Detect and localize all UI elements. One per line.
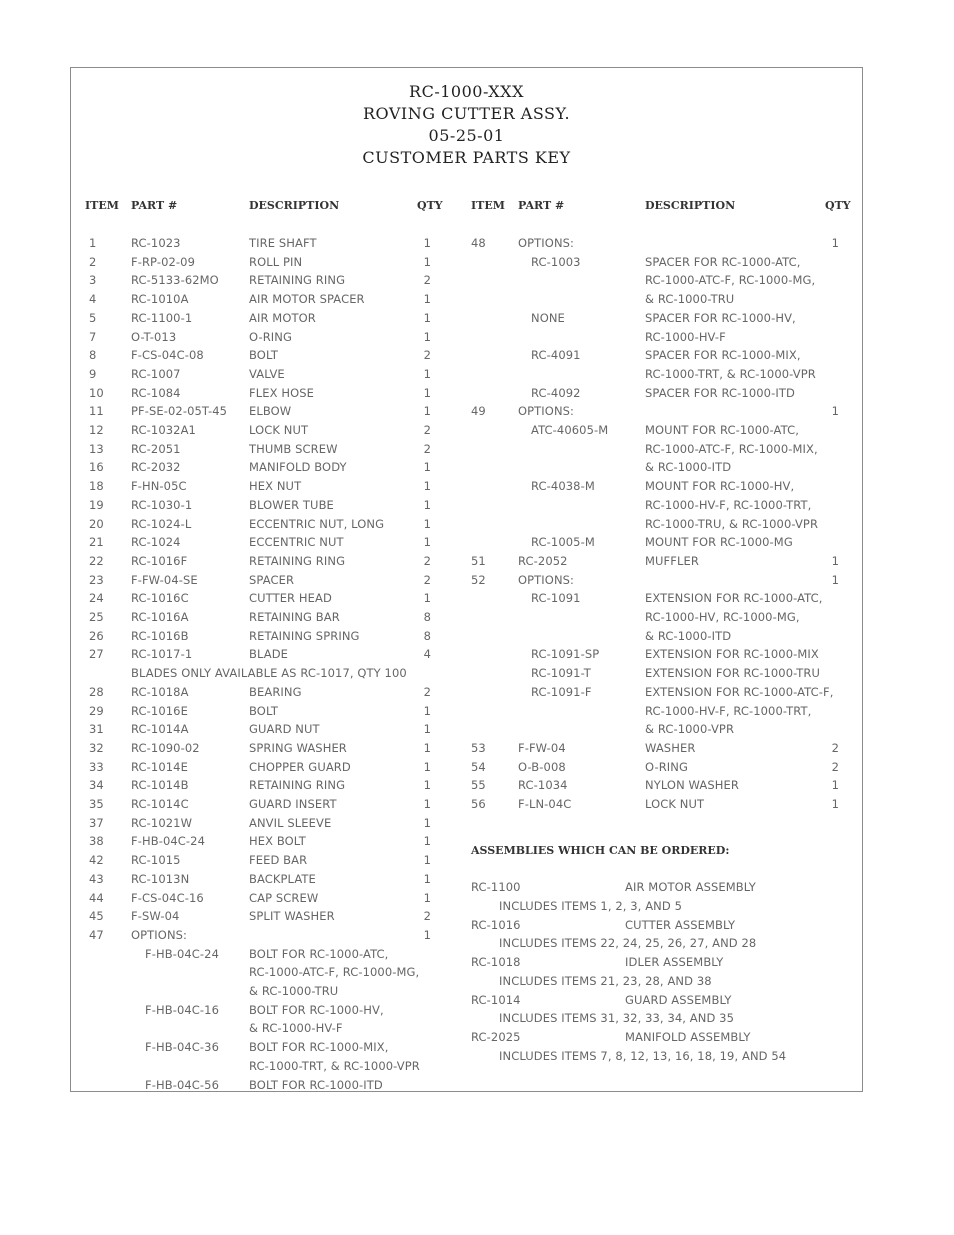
part-qty: 1 xyxy=(831,572,839,587)
part-qty: 1 xyxy=(423,404,431,419)
part-number: OPTIONS: xyxy=(131,927,188,942)
item-number: 45 xyxy=(89,909,104,924)
part-description: MOUNT FOR RC-1000-HV, xyxy=(645,479,795,494)
part-number: RC-1090-02 xyxy=(131,740,200,755)
part-number: RC-1100-1 xyxy=(131,310,193,325)
assembly-part-number: RC-1016 xyxy=(471,917,521,932)
item-number: 54 xyxy=(471,759,486,774)
col-header-item-left: ITEM xyxy=(85,199,119,212)
part-number: RC-1016E xyxy=(131,703,188,718)
part-number: F-HB-04C-36 xyxy=(145,1040,219,1055)
part-description: HEX NUT xyxy=(249,479,302,494)
assembly-includes: INCLUDES ITEMS 21, 23, 28, AND 38 xyxy=(499,973,712,988)
part-qty: 2 xyxy=(423,348,431,363)
part-qty: 1 xyxy=(423,890,431,905)
part-description: RETAINING RING xyxy=(249,553,346,568)
part-number: RC-1084 xyxy=(131,385,181,400)
part-number: RC-4092 xyxy=(531,385,581,400)
part-qty: 2 xyxy=(423,441,431,456)
part-qty: 2 xyxy=(831,740,839,755)
part-number: RC-1005-M xyxy=(531,535,595,550)
part-description: AIR MOTOR SPACER xyxy=(249,292,365,307)
part-description: RETAINING RING xyxy=(249,273,346,288)
part-description: BEARING xyxy=(249,684,302,699)
part-number: RC-1016C xyxy=(131,591,189,606)
item-number: 2 xyxy=(89,254,97,269)
assembly-part-number: RC-1018 xyxy=(471,955,521,969)
item-number: 25 xyxy=(89,610,104,624)
part-qty: 4 xyxy=(423,647,431,662)
part-description: THUMB SCREW xyxy=(249,441,338,456)
col-header-part-left: PART # xyxy=(131,199,178,212)
part-description: BACKPLATE xyxy=(249,871,316,886)
part-description: SPLIT WASHER xyxy=(249,909,335,924)
part-qty: 2 xyxy=(423,909,431,924)
part-description: EXTENSION FOR RC-1000-ATC, xyxy=(645,591,823,606)
item-number: 16 xyxy=(89,460,104,475)
part-qty: 1 xyxy=(423,871,431,886)
item-number: 12 xyxy=(89,423,104,437)
assembly-name: MANIFOLD ASSEMBLY xyxy=(625,1030,751,1044)
item-number: 37 xyxy=(89,815,104,830)
part-qty: 1 xyxy=(423,815,431,830)
row-note: BLADES ONLY AVAILABLE AS RC-1017, QTY 100 xyxy=(131,666,407,681)
col-header-description-left: DESCRIPTION xyxy=(249,199,340,212)
part-number: RC-1024 xyxy=(131,535,181,550)
part-qty: 1 xyxy=(831,778,839,793)
part-qty: 1 xyxy=(423,329,431,344)
item-number: 23 xyxy=(89,572,104,587)
part-number: RC-1016B xyxy=(131,628,189,643)
item-number: 52 xyxy=(471,572,486,587)
part-description: ROLL PIN xyxy=(249,254,303,269)
item-number: 32 xyxy=(89,740,104,755)
item-number: 35 xyxy=(89,797,104,811)
part-number: RC-2052 xyxy=(518,553,568,568)
part-number: RC-1013N xyxy=(131,871,190,886)
item-number: 48 xyxy=(471,236,486,250)
part-qty: 2 xyxy=(423,572,431,587)
part-number: RC-1016A xyxy=(131,610,189,624)
part-description: GUARD INSERT xyxy=(249,797,337,811)
part-qty: 1 xyxy=(423,516,431,531)
part-number: RC-1024-L xyxy=(131,516,192,531)
part-qty: 1 xyxy=(423,236,431,250)
part-number: PF-SE-02-05T-45 xyxy=(131,404,228,419)
part-description: EXTENSION FOR RC-1000-MIX xyxy=(645,647,819,662)
col-header-item-right: ITEM xyxy=(471,199,505,212)
part-qty: 1 xyxy=(423,834,431,849)
part-qty: 1 xyxy=(423,385,431,400)
item-number: 27 xyxy=(89,647,104,662)
part-description: RC-1000-HV, RC-1000-MG, xyxy=(645,610,800,624)
part-description: RC-1000-HV-F, RC-1000-TRT, xyxy=(645,497,812,512)
assembly-name: AIR MOTOR ASSEMBLY xyxy=(625,880,756,894)
part-number: RC-1023 xyxy=(131,236,181,250)
part-qty: 2 xyxy=(423,684,431,699)
part-number: F-CS-04C-08 xyxy=(131,348,204,363)
part-number: OPTIONS: xyxy=(518,572,575,587)
part-qty: 1 xyxy=(831,404,839,419)
part-description: RETAINING BAR xyxy=(249,610,340,624)
item-number: 38 xyxy=(89,834,104,849)
part-number: RC-1003 xyxy=(531,254,581,269)
item-number: 31 xyxy=(89,722,104,737)
part-description: BOLT xyxy=(249,348,278,363)
item-number: 42 xyxy=(89,853,104,868)
part-qty: 1 xyxy=(423,853,431,868)
part-qty: 1 xyxy=(423,310,431,325)
part-description: FLEX HOSE xyxy=(249,385,314,400)
part-number: RC-2032 xyxy=(131,460,181,475)
part-number: F-HB-04C-56 xyxy=(145,1077,219,1092)
part-description: BOLT xyxy=(249,703,278,718)
part-qty: 1 xyxy=(423,497,431,512)
item-number: 13 xyxy=(89,441,104,456)
item-number: 55 xyxy=(471,778,486,793)
part-description: ANVIL SLEEVE xyxy=(249,815,332,830)
part-description: CUTTER HEAD xyxy=(249,591,332,606)
part-number: RC-1018A xyxy=(131,684,189,699)
part-description: RETAINING RING xyxy=(249,778,346,793)
part-description: SPACER xyxy=(249,572,295,587)
part-description: & RC-1000-ITD xyxy=(645,628,732,643)
part-qty: 2 xyxy=(423,273,431,288)
part-description: RC-1000-ATC-F, RC-1000-MG, xyxy=(249,965,420,980)
part-qty: 1 xyxy=(423,722,431,737)
item-number: 21 xyxy=(89,535,104,550)
assembly-part-number: RC-1100 xyxy=(471,880,521,894)
item-number: 8 xyxy=(89,348,97,363)
part-description: & RC-1000-TRU xyxy=(645,292,735,307)
part-description: O-RING xyxy=(645,759,689,774)
part-number: F-HN-05C xyxy=(131,479,187,494)
col-header-qty-left: QTY xyxy=(417,199,443,212)
part-number: RC-1010A xyxy=(131,292,189,307)
doc-title-date: 05-25-01 xyxy=(428,126,505,145)
part-number: F-HB-04C-24 xyxy=(131,834,205,849)
item-number: 28 xyxy=(89,684,104,699)
part-description: RC-1000-HV-F, RC-1000-TRT, xyxy=(645,703,812,718)
part-description: RC-1000-TRT, & RC-1000-VPR xyxy=(645,366,816,381)
part-number: F-HB-04C-16 xyxy=(145,1002,219,1017)
part-qty: 8 xyxy=(423,610,431,624)
part-number: RC-1014A xyxy=(131,722,189,737)
part-qty: 1 xyxy=(423,366,431,381)
part-number: RC-4038-M xyxy=(531,479,595,494)
item-number: 44 xyxy=(89,890,104,905)
part-qty: 1 xyxy=(831,236,839,250)
part-number: F-RP-02-09 xyxy=(131,254,196,269)
part-number: RC-1014B xyxy=(131,778,189,793)
col-header-part-right: PART # xyxy=(518,199,565,212)
part-number: O-B-008 xyxy=(518,759,566,774)
assembly-includes: INCLUDES ITEMS 22, 24, 25, 26, 27, AND 28 xyxy=(499,936,757,951)
part-description: ELBOW xyxy=(249,404,292,419)
part-number: RC-1017-1 xyxy=(131,647,193,662)
item-number: 19 xyxy=(89,497,104,512)
part-description: SPACER FOR RC-1000-ITD xyxy=(645,385,795,400)
item-number: 43 xyxy=(89,871,104,886)
part-number: RC-4091 xyxy=(531,348,581,363)
part-number: RC-1007 xyxy=(131,366,181,381)
assembly-includes: INCLUDES ITEMS 1, 2, 3, AND 5 xyxy=(499,898,682,913)
part-number: RC-5133-62MO xyxy=(131,273,219,288)
part-description: BLOWER TUBE xyxy=(249,497,334,512)
part-description: RC-1000-TRT, & RC-1000-VPR xyxy=(249,1058,420,1073)
part-description: & RC-1000-TRU xyxy=(249,984,339,998)
item-number: 10 xyxy=(89,385,104,400)
part-description: & RC-1000-VPR xyxy=(645,722,735,737)
assembly-part-number: RC-2025 xyxy=(471,1030,521,1044)
part-qty: 1 xyxy=(831,797,839,811)
part-description: & RC-1000-HV-F xyxy=(249,1021,343,1036)
item-number: 51 xyxy=(471,553,486,568)
assembly-name: GUARD ASSEMBLY xyxy=(625,992,732,1007)
doc-title-part-number: RC-1000-XXX xyxy=(409,82,524,101)
assemblies-heading: ASSEMBLIES WHICH CAN BE ORDERED: xyxy=(471,844,730,857)
part-number: F-SW-04 xyxy=(131,909,180,924)
part-number: RC-1034 xyxy=(518,778,568,793)
part-description: TIRE SHAFT xyxy=(249,236,317,250)
part-description: RC-1000-HV-F xyxy=(645,329,726,344)
assembly-includes: INCLUDES ITEMS 31, 32, 33, 34, AND 35 xyxy=(499,1011,735,1026)
part-qty: 2 xyxy=(423,553,431,568)
part-number: RC-1091-T xyxy=(531,666,591,681)
part-description: MOUNT FOR RC-1000-MG xyxy=(645,535,793,550)
item-number: 4 xyxy=(89,292,97,307)
part-number: ATC-40605-M xyxy=(531,423,609,437)
part-qty: 1 xyxy=(423,740,431,755)
assembly-name: IDLER ASSEMBLY xyxy=(625,955,724,969)
part-qty: 1 xyxy=(423,254,431,269)
doc-title-name: ROVING CUTTER ASSY. xyxy=(362,104,571,123)
part-number: RC-1021W xyxy=(131,815,193,830)
part-description: WASHER xyxy=(645,740,696,755)
part-number: RC-1032A1 xyxy=(131,423,196,437)
part-description: AIR MOTOR xyxy=(249,310,316,325)
assembly-includes: INCLUDES ITEMS 7, 8, 12, 13, 16, 18, 19, AND 54 xyxy=(499,1048,787,1063)
part-qty: 2 xyxy=(423,423,431,437)
item-number: 20 xyxy=(89,516,104,531)
part-description: BOLT FOR RC-1000-ITD xyxy=(249,1077,383,1092)
part-description: ECCENTRIC NUT, LONG xyxy=(249,516,385,531)
part-number: F-CS-04C-16 xyxy=(131,890,204,905)
part-number: RC-1014E xyxy=(131,759,188,774)
part-number: OPTIONS: xyxy=(518,236,575,250)
part-description: BLADE xyxy=(249,647,289,662)
part-description: RETAINING SPRING xyxy=(249,628,360,643)
part-qty: 1 xyxy=(423,778,431,793)
part-description: LOCK NUT xyxy=(249,423,309,437)
part-description: RC-1000-TRU, & RC-1000-VPR xyxy=(645,516,819,531)
part-number: RC-1091-F xyxy=(531,684,592,699)
part-qty: 1 xyxy=(423,759,431,774)
item-number: 49 xyxy=(471,404,486,419)
item-number: 33 xyxy=(89,759,104,774)
part-qty: 1 xyxy=(423,797,431,811)
part-description: NYLON WASHER xyxy=(645,778,739,793)
part-qty: 1 xyxy=(423,535,431,550)
item-number: 9 xyxy=(89,366,97,381)
part-number: RC-1016F xyxy=(131,553,188,568)
part-description: SPRING WASHER xyxy=(249,740,347,755)
doc-title-subtitle: CUSTOMER PARTS KEY xyxy=(362,148,571,167)
item-number: 56 xyxy=(471,797,486,811)
part-qty: 1 xyxy=(423,927,431,942)
part-number: O-T-013 xyxy=(131,329,177,344)
part-number: RC-1030-1 xyxy=(131,497,193,512)
part-qty: 1 xyxy=(423,591,431,606)
assembly-part-number: RC-1014 xyxy=(471,992,521,1007)
item-number: 11 xyxy=(89,404,104,419)
item-number: 22 xyxy=(89,553,104,568)
part-description: MUFFLER xyxy=(645,553,699,568)
item-number: 1 xyxy=(89,236,97,250)
item-number: 47 xyxy=(89,927,104,942)
part-description: ECCENTRIC NUT xyxy=(249,535,344,550)
part-description: SPACER FOR RC-1000-MIX, xyxy=(645,348,801,363)
item-number: 34 xyxy=(89,778,104,793)
part-description: HEX BOLT xyxy=(249,834,306,849)
part-description: & RC-1000-ITD xyxy=(645,460,732,475)
part-description: EXTENSION FOR RC-1000-ATC-F, xyxy=(645,684,834,699)
part-description: BOLT FOR RC-1000-MIX, xyxy=(249,1040,389,1055)
item-number: 53 xyxy=(471,740,486,755)
item-number: 3 xyxy=(89,273,97,288)
item-number: 5 xyxy=(89,310,97,325)
part-number: RC-1014C xyxy=(131,797,189,811)
part-qty: 1 xyxy=(423,703,431,718)
part-description: LOCK NUT xyxy=(645,797,705,811)
part-qty: 8 xyxy=(423,628,431,643)
part-qty: 1 xyxy=(423,292,431,307)
part-number: OPTIONS: xyxy=(518,404,575,419)
col-header-qty-right: QTY xyxy=(825,199,851,212)
part-number: RC-2051 xyxy=(131,441,181,456)
part-description: BOLT FOR RC-1000-ATC, xyxy=(249,946,389,961)
part-description: RC-1000-ATC-F, RC-1000-MIX, xyxy=(645,441,818,456)
parts-key-sheet xyxy=(70,67,863,1092)
part-qty: 2 xyxy=(831,759,839,774)
item-number: 26 xyxy=(89,628,104,643)
part-number: F-HB-04C-24 xyxy=(145,946,219,961)
part-number: RC-1091 xyxy=(531,591,581,606)
part-description: GUARD NUT xyxy=(249,722,320,737)
part-description: MOUNT FOR RC-1000-ATC, xyxy=(645,423,799,437)
part-description: SPACER FOR RC-1000-ATC, xyxy=(645,254,801,269)
item-number: 24 xyxy=(89,591,104,606)
part-number: F-FW-04-SE xyxy=(131,572,198,587)
part-description: SPACER FOR RC-1000-HV, xyxy=(645,310,796,325)
part-description: RC-1000-ATC-F, RC-1000-MG, xyxy=(645,273,816,288)
part-description: BOLT FOR RC-1000-HV, xyxy=(249,1002,384,1017)
part-qty: 1 xyxy=(831,553,839,568)
part-description: CAP SCREW xyxy=(249,890,319,905)
part-number: F-FW-04 xyxy=(518,740,566,755)
part-qty: 1 xyxy=(423,479,431,494)
part-number: F-LN-04C xyxy=(518,797,572,811)
part-number: NONE xyxy=(531,310,565,325)
col-header-description-right: DESCRIPTION xyxy=(645,199,736,212)
part-description: VALVE xyxy=(249,366,285,381)
item-number: 29 xyxy=(89,703,104,718)
part-description: MANIFOLD BODY xyxy=(249,460,347,475)
part-description: FEED BAR xyxy=(249,853,308,868)
item-number: 7 xyxy=(89,329,97,344)
item-number: 18 xyxy=(89,479,104,494)
part-description: EXTENSION FOR RC-1000-TRU xyxy=(645,666,821,681)
part-number: RC-1015 xyxy=(131,853,181,868)
assembly-name: CUTTER ASSEMBLY xyxy=(625,917,736,932)
part-qty: 1 xyxy=(423,460,431,475)
part-description: O-RING xyxy=(249,329,293,344)
part-number: RC-1091-SP xyxy=(531,647,600,662)
part-description: CHOPPER GUARD xyxy=(249,759,351,774)
